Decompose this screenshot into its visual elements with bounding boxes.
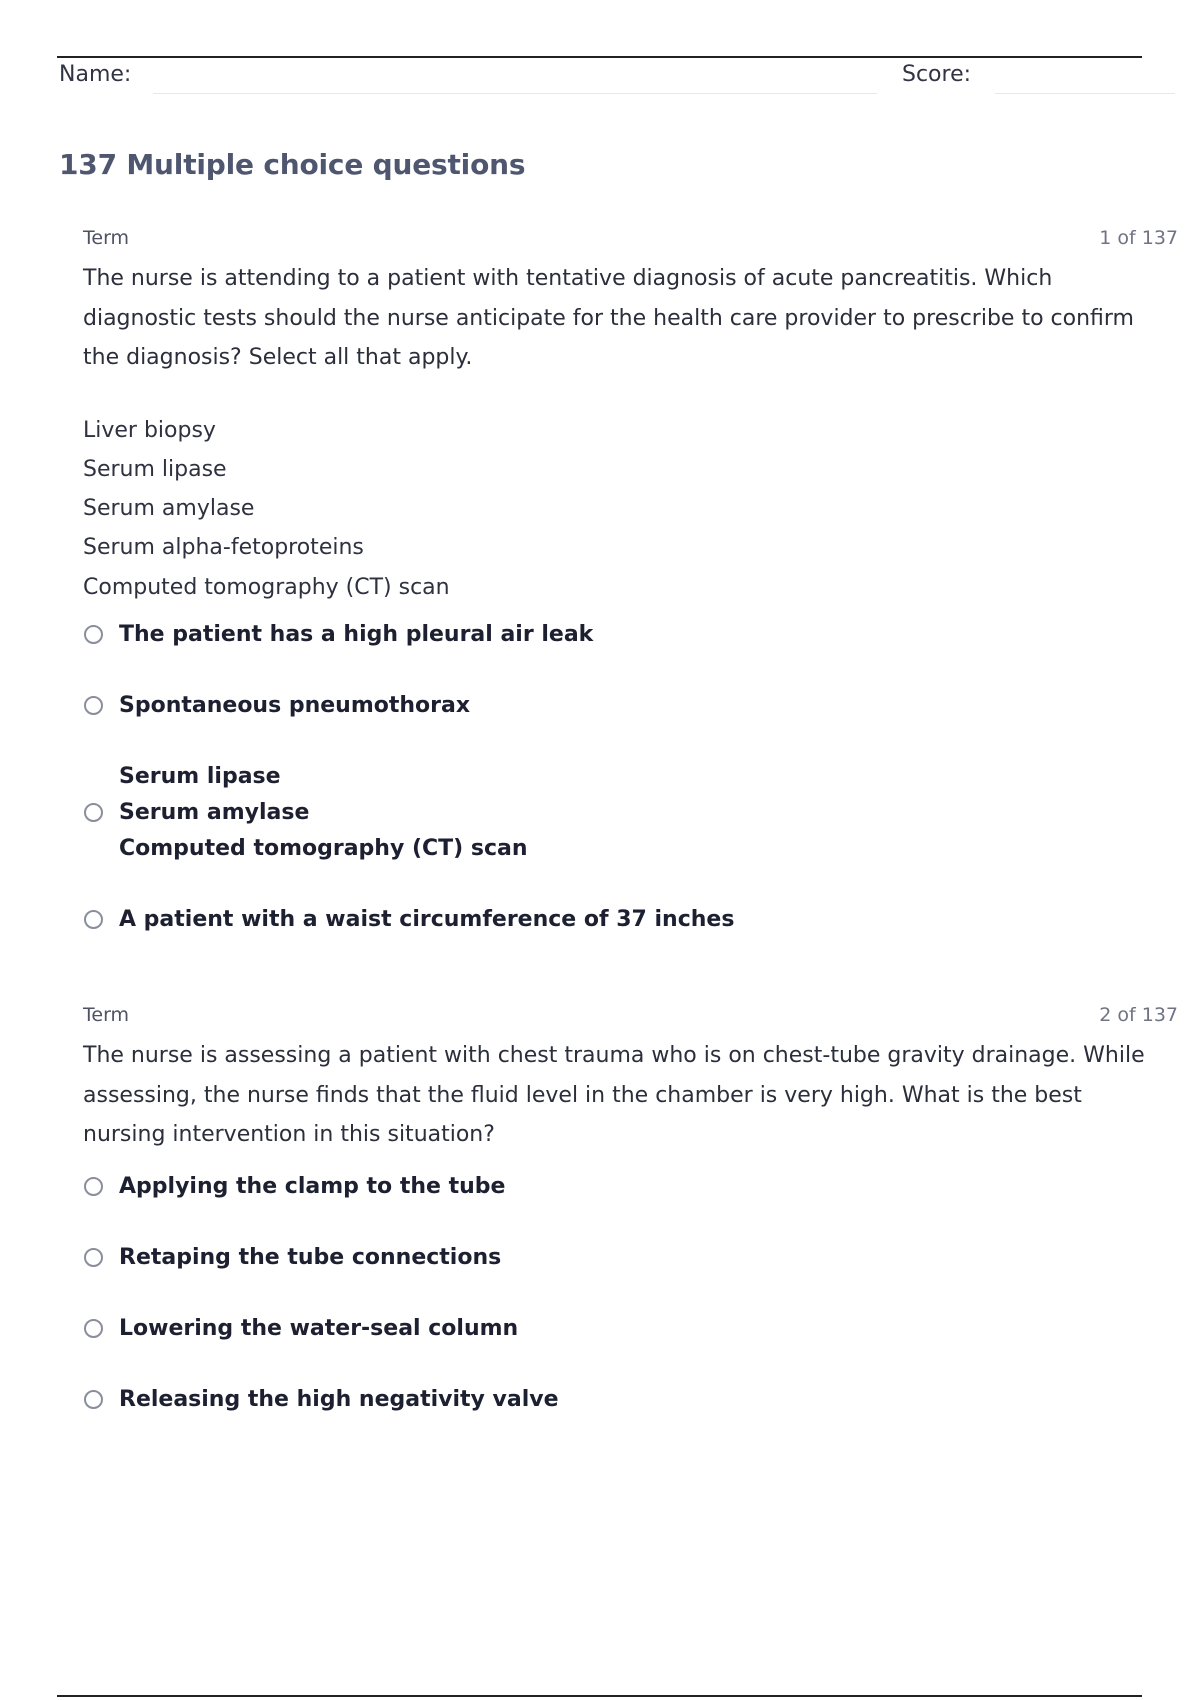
term-label: Term	[83, 227, 130, 249]
stem-item: Serum alpha-fetoproteins	[83, 535, 364, 561]
stem-item: Liver biopsy	[83, 417, 216, 443]
radio-button[interactable]	[84, 910, 103, 929]
radio-button[interactable]	[84, 1177, 103, 1196]
page-title: 137 Multiple choice questions	[59, 148, 526, 181]
score-field[interactable]	[995, 93, 1175, 94]
score-label: Score:	[902, 62, 972, 87]
answer-option[interactable]	[83, 1382, 1178, 1418]
question-2	[83, 1002, 1178, 1453]
option-label: Lowering the water-seal column	[119, 1315, 519, 1341]
answer-option[interactable]	[83, 759, 1178, 867]
answer-option[interactable]	[83, 688, 1178, 724]
option-label: Retaping the tube connections	[119, 1244, 502, 1270]
option-label: Spontaneous pneumothorax	[119, 692, 471, 718]
stem-item: Computed tomography (CT) scan	[83, 574, 450, 600]
stem-list	[83, 411, 1178, 607]
radio-button[interactable]	[84, 625, 103, 644]
stem-item: Serum amylase	[83, 496, 255, 522]
option-label-line: Computed tomography (CT) scan	[119, 835, 528, 861]
answer-option[interactable]	[83, 902, 1178, 938]
option-label-line: Serum lipase	[119, 763, 281, 789]
option-label: The patient has a high pleural air leak	[119, 621, 594, 647]
name-label: Name:	[59, 62, 132, 87]
answer-options	[83, 617, 1178, 938]
question-counter: 1 of 137	[1099, 227, 1178, 249]
option-label: Applying the clamp to the tube	[119, 1173, 506, 1199]
bottom-rule	[57, 1695, 1142, 1697]
option-label-line: Serum amylase	[119, 799, 310, 825]
radio-button[interactable]	[84, 1390, 103, 1409]
top-rule	[57, 56, 1142, 58]
term-row	[83, 225, 1178, 253]
answer-option[interactable]	[83, 617, 1178, 653]
question-text: The nurse is assessing a patient with chest trauma who is on chest-tube gravity drainage. While assessing, the nurse finds that the fluid level in the chamber is very high. What is the best nursing intervention in this situation?	[83, 1043, 1145, 1147]
option-label-group	[119, 759, 528, 867]
question-counter: 2 of 137	[1099, 1004, 1178, 1026]
name-field[interactable]	[153, 93, 877, 94]
answer-option[interactable]	[83, 1169, 1178, 1205]
answer-option[interactable]	[83, 1240, 1178, 1276]
question-text: The nurse is attending to a patient with tentative diagnosis of acute pancreatitis. Which diagnostic tests should the nurse anticipate for the health care provider to prescribe to confirm the diagnosis? Select all that apply.	[83, 266, 1134, 370]
radio-button[interactable]	[84, 1319, 103, 1338]
term-row	[83, 1002, 1178, 1030]
option-label: Releasing the high negativity valve	[119, 1386, 559, 1412]
worksheet-header	[59, 60, 1179, 96]
radio-button[interactable]	[84, 696, 103, 715]
term-label: Term	[83, 1004, 130, 1026]
answer-option[interactable]	[83, 1311, 1178, 1347]
radio-button[interactable]	[84, 1248, 103, 1267]
question-1	[83, 225, 1178, 973]
option-label: A patient with a waist circumference of 37 inches	[119, 906, 735, 932]
stem-item: Serum lipase	[83, 456, 227, 482]
radio-button[interactable]	[84, 803, 103, 822]
answer-options	[83, 1169, 1178, 1418]
